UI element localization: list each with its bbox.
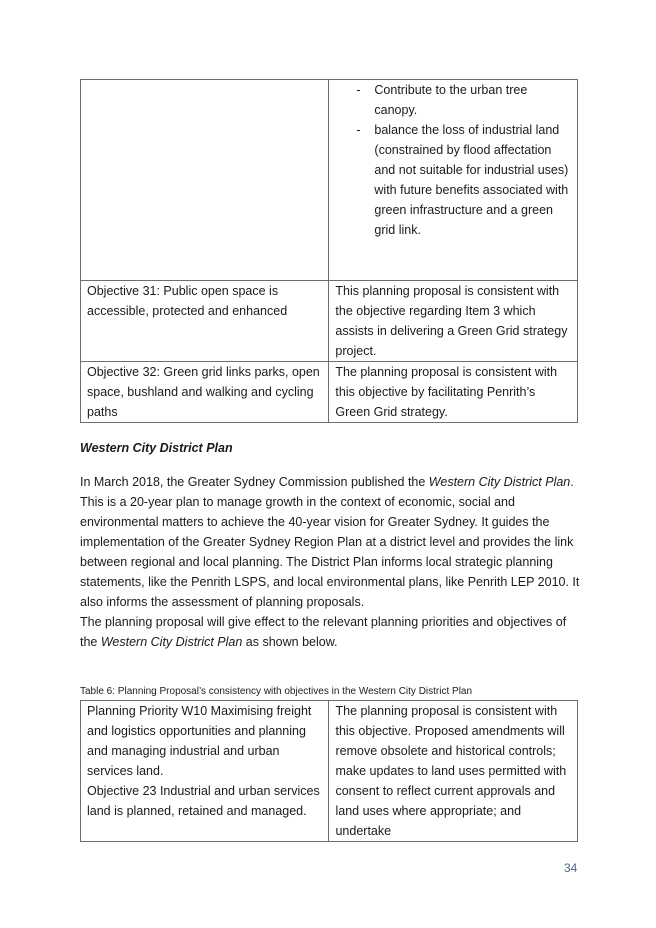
objective-cell: Objective 32: Green grid links parks, open space, bushland and walking and cycling paths (81, 362, 329, 423)
document-title: Western City District Plan (428, 475, 571, 489)
document-title: Western City District Plan (100, 635, 243, 649)
response-cell (329, 80, 578, 281)
objective-cell: Objective 31: Public open space is accessible, protected and enhanced (81, 281, 329, 362)
list-item: - balance the loss of industrial land (constrained by flood affectation and not suitable for industrial uses) with future benefits associated with green infrastructure and a green grid link. (335, 120, 571, 240)
page-number: 34 (564, 861, 578, 875)
objective-text: Objective 23 Industrial and urban services land is planned, retained and managed. (87, 784, 320, 818)
priority-cell (81, 701, 329, 842)
text-run: . This is a 20-year plan to manage growth in the context of economic, social and environmental matters to achieve the 40-year vision for Greater Sydney. It guides the implementation of the Greater Sydney Region Plan at a district level and provides the link between regional and local planning. The District Plan informs local strategic planning statements, like the Penrith LSPS, and local environmental plans, like Penrith LEP 2010. It also informs the assessment of planning proposals. (80, 475, 580, 609)
response-cell: The planning proposal is consistent with this objective by facilitating Penrith’s Green Grid strategy. (329, 362, 578, 423)
table-row (81, 701, 578, 842)
table-caption: Table 6: Planning Proposal’s consistency with objectives in the Western City District Plan (80, 686, 473, 697)
table-row (81, 362, 578, 423)
response-cell: The planning proposal is consistent with this objective. Proposed amendments will remove obsolete and historical controls; make updates to land uses permitted with consent to reflect current approvals and land uses where appropriate; and undertake (329, 701, 578, 842)
consistency-table-continued (80, 79, 578, 423)
empty-objective-cell (81, 80, 329, 281)
text-run: The planning proposal will give effect to the relevant planning priorities and objectives of the (80, 615, 567, 649)
list-item: - Contribute to the urban tree canopy. (335, 80, 571, 120)
text-run: as shown below. (242, 635, 338, 649)
table-row (81, 80, 578, 281)
section-heading: Western City District Plan (80, 441, 233, 455)
planning-priority: Planning Priority W10 Maximising freight and logistics opportunities and planning and managing industrial and urban services land. (87, 704, 312, 778)
intro-paragraph (80, 472, 580, 652)
response-cell: This planning proposal is consistent with the objective regarding Item 3 which assists in delivering a Green Grid strategy project. (329, 281, 578, 362)
district-plan-table (80, 700, 578, 842)
table-row (81, 281, 578, 362)
dash-list (335, 80, 571, 240)
text-run: In March 2018, the Greater Sydney Commission published the (80, 475, 429, 489)
